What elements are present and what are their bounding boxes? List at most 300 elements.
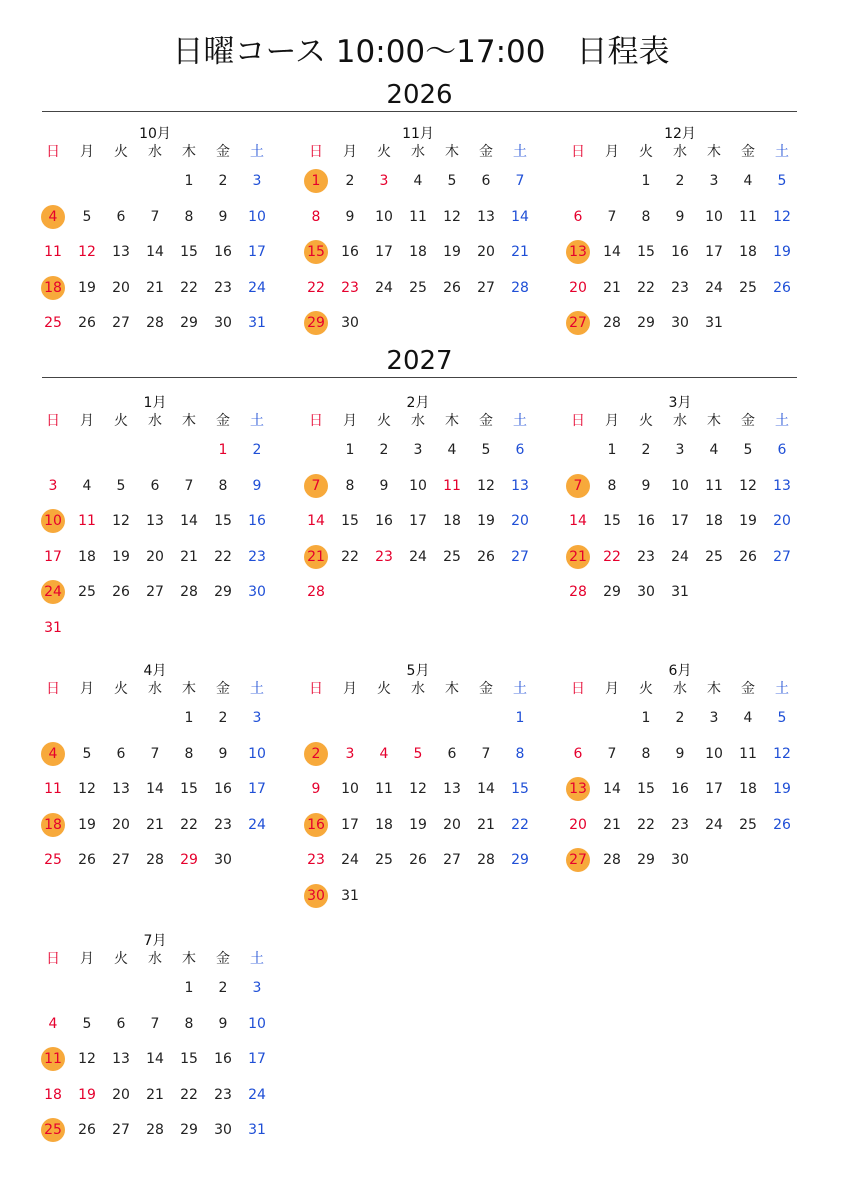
calendar-day: 5	[413, 745, 423, 762]
calendar-day: 21	[477, 816, 495, 833]
course-day: 18	[36, 276, 70, 300]
calendar-day: 17	[44, 548, 62, 565]
calendar-day: 24	[248, 1086, 266, 1103]
calendar-day: 17	[341, 816, 359, 833]
calendar-day: 12	[78, 244, 96, 260]
calendar-day: 14	[307, 513, 325, 529]
course-day: 15	[299, 240, 333, 264]
calendar-day: 13	[112, 1051, 130, 1067]
calendar-day: 18	[78, 548, 96, 565]
weekday-header: 月	[80, 413, 94, 429]
calendar-day: 14	[511, 208, 529, 225]
calendar-day: 12	[477, 477, 495, 494]
calendar-day: 28	[307, 584, 325, 600]
calendar-day: 18	[44, 1086, 62, 1103]
course-day: 21	[561, 545, 595, 569]
weekday-header: 火	[114, 413, 128, 429]
calendar-day: 1	[641, 173, 651, 189]
calendar-day: 15	[341, 513, 359, 529]
calendar-day: 2	[641, 442, 651, 458]
calendar-day: 11	[44, 244, 62, 260]
calendar-day: 10	[341, 781, 359, 797]
calendar-day: 19	[739, 513, 757, 529]
calendar-day: 1	[218, 442, 228, 458]
weekday-header: 月	[80, 681, 94, 697]
weekday-header: 土	[775, 681, 789, 697]
calendar-day: 29	[511, 852, 529, 868]
calendar-day: 15	[214, 513, 232, 529]
course-day: 27	[561, 848, 595, 872]
calendar-day: 28	[180, 584, 198, 600]
calendar-day: 6	[515, 442, 525, 458]
weekday-header: 火	[114, 144, 128, 160]
calendar-day: 8	[607, 477, 617, 494]
calendar-day: 4	[709, 442, 719, 458]
calendar-day: 31	[705, 315, 723, 331]
weekday-header: 金	[741, 144, 755, 160]
calendar-day: 7	[481, 745, 491, 762]
calendar-day: 7	[515, 173, 525, 189]
calendar-day: 13	[112, 244, 130, 260]
weekday-header: 月	[80, 951, 94, 967]
calendar-day: 25	[739, 816, 757, 833]
weekday-header: 土	[250, 413, 264, 429]
weekday-header: 水	[148, 144, 162, 160]
calendar-day: 31	[248, 1122, 266, 1138]
calendar-day: 13	[773, 477, 791, 494]
weekday-header: 水	[673, 681, 687, 697]
weekday-header: 木	[182, 951, 196, 967]
weekday-header: 日	[309, 413, 323, 429]
calendar-day: 24	[705, 279, 723, 296]
calendar-day: 31	[341, 887, 359, 904]
course-day: 30	[299, 884, 333, 908]
calendar-day: 11	[705, 477, 723, 494]
calendar-day: 13	[112, 781, 130, 797]
weekday-header: 水	[148, 413, 162, 429]
calendar-day: 24	[248, 816, 266, 833]
weekday-header: 土	[250, 681, 264, 697]
calendar-day: 20	[112, 279, 130, 296]
calendar-day: 3	[252, 980, 262, 996]
calendar-day: 20	[112, 816, 130, 833]
calendar-day: 11	[375, 781, 393, 797]
calendar-day: 15	[511, 781, 529, 797]
calendar-day: 9	[252, 477, 262, 494]
course-day: 25	[36, 1118, 70, 1142]
weekday-header: 金	[741, 413, 755, 429]
calendar-day: 30	[671, 315, 689, 331]
calendar-day: 25	[44, 852, 62, 868]
year-heading: 2026	[42, 80, 797, 112]
calendar-day: 23	[637, 548, 655, 565]
weekday-header: 火	[639, 681, 653, 697]
calendar-day: 17	[705, 781, 723, 797]
calendar-day: 6	[116, 208, 126, 225]
weekday-header: 火	[377, 144, 391, 160]
calendar-day: 26	[409, 852, 427, 868]
calendar-day: 21	[511, 244, 529, 260]
calendar-day: 23	[341, 279, 359, 296]
calendar-day: 29	[603, 584, 621, 600]
calendar-day: 10	[705, 208, 723, 225]
calendar-day: 9	[379, 477, 389, 494]
calendar-day: 11	[409, 208, 427, 225]
weekday-header: 土	[513, 144, 527, 160]
calendar-day: 8	[184, 1015, 194, 1032]
calendar-day: 24	[341, 852, 359, 868]
calendar-day: 20	[443, 816, 461, 833]
calendar-day: 9	[675, 208, 685, 225]
calendar-day: 22	[603, 548, 621, 565]
month-label: 3月	[668, 395, 692, 411]
calendar-day: 7	[607, 208, 617, 225]
calendar-day: 7	[150, 1015, 160, 1032]
calendar-day: 18	[739, 781, 757, 797]
weekday-header: 日	[46, 681, 60, 697]
calendar-day: 11	[78, 513, 96, 529]
calendar-day: 23	[214, 816, 232, 833]
calendar-day: 15	[180, 244, 198, 260]
weekday-header: 土	[513, 413, 527, 429]
year-heading: 2027	[42, 346, 797, 378]
calendar-day: 21	[146, 279, 164, 296]
weekday-header: 金	[216, 413, 230, 429]
calendar-day: 29	[180, 852, 198, 868]
calendar-day: 16	[341, 244, 359, 260]
calendar-day: 20	[569, 816, 587, 833]
calendar-day: 8	[184, 745, 194, 762]
calendar-day: 28	[146, 1122, 164, 1138]
calendar-day: 26	[78, 315, 96, 331]
calendar-day: 10	[705, 745, 723, 762]
calendar-day: 12	[78, 781, 96, 797]
weekday-header: 金	[216, 681, 230, 697]
calendar-day: 4	[447, 442, 457, 458]
calendar-day: 3	[345, 745, 355, 762]
course-day: 18	[36, 813, 70, 837]
calendar-day: 6	[447, 745, 457, 762]
calendar-day: 15	[603, 513, 621, 529]
month-label: 2月	[406, 395, 430, 411]
weekday-header: 金	[479, 144, 493, 160]
calendar-day: 26	[443, 279, 461, 296]
weekday-header: 土	[775, 413, 789, 429]
calendar-day: 17	[248, 781, 266, 797]
calendar-day: 1	[184, 710, 194, 726]
course-day: 4	[36, 205, 70, 229]
calendar-day: 26	[477, 548, 495, 565]
calendar-day: 29	[180, 315, 198, 331]
calendar-day: 26	[773, 279, 791, 296]
calendar-day: 30	[214, 852, 232, 868]
weekday-header: 土	[250, 951, 264, 967]
calendar-day: 28	[511, 279, 529, 296]
calendar-day: 2	[252, 442, 262, 458]
calendar-day: 16	[671, 244, 689, 260]
month-label: 12月	[664, 126, 696, 142]
weekday-header: 火	[114, 951, 128, 967]
calendar-day: 27	[112, 852, 130, 868]
month-label: 7月	[143, 933, 167, 949]
calendar-day: 7	[150, 745, 160, 762]
course-day: 21	[299, 545, 333, 569]
calendar-day: 12	[773, 745, 791, 762]
weekday-header: 土	[775, 144, 789, 160]
weekday-header: 木	[182, 144, 196, 160]
weekday-header: 火	[639, 413, 653, 429]
calendar-day: 2	[675, 173, 685, 189]
calendar-day: 19	[773, 781, 791, 797]
weekday-header: 木	[707, 681, 721, 697]
weekday-header: 木	[182, 681, 196, 697]
calendar-day: 27	[511, 548, 529, 565]
weekday-header: 日	[571, 681, 585, 697]
calendar-day: 14	[603, 781, 621, 797]
calendar-day: 26	[739, 548, 757, 565]
calendar-day: 25	[375, 852, 393, 868]
calendar-day: 25	[705, 548, 723, 565]
calendar-day: 18	[375, 816, 393, 833]
weekday-header: 日	[309, 144, 323, 160]
calendar-day: 27	[443, 852, 461, 868]
calendar-day: 12	[443, 208, 461, 225]
calendar-day: 17	[671, 513, 689, 529]
calendar-day: 2	[218, 173, 228, 189]
weekday-header: 月	[605, 413, 619, 429]
weekday-header: 水	[148, 951, 162, 967]
calendar-day: 28	[146, 852, 164, 868]
calendar-day: 3	[675, 442, 685, 458]
calendar-day: 8	[184, 208, 194, 225]
month-label: 5月	[406, 663, 430, 679]
calendar-day: 18	[409, 244, 427, 260]
weekday-header: 月	[343, 681, 357, 697]
weekday-header: 木	[707, 144, 721, 160]
calendar-day: 9	[675, 745, 685, 762]
calendar-day: 22	[511, 816, 529, 833]
calendar-day: 13	[477, 208, 495, 225]
calendar-day: 23	[375, 548, 393, 565]
calendar-day: 28	[477, 852, 495, 868]
weekday-header: 火	[639, 144, 653, 160]
calendar-day: 23	[214, 279, 232, 296]
calendar-day: 5	[116, 477, 126, 494]
month-label: 6月	[668, 663, 692, 679]
course-day: 2	[299, 742, 333, 766]
calendar-day: 2	[345, 173, 355, 189]
calendar-day: 3	[252, 173, 262, 189]
calendar-day: 24	[248, 279, 266, 296]
page-title: 日曜コース 10:00～17:00 日程表	[172, 34, 670, 70]
calendar-day: 2	[218, 980, 228, 996]
calendar-day: 14	[146, 1051, 164, 1067]
weekday-header: 日	[571, 413, 585, 429]
calendar-day: 30	[214, 315, 232, 331]
month-label: 4月	[143, 663, 167, 679]
calendar-day: 14	[569, 513, 587, 529]
calendar-day: 27	[112, 1122, 130, 1138]
weekday-header: 木	[445, 681, 459, 697]
calendar-day: 29	[180, 1122, 198, 1138]
course-day: 29	[299, 311, 333, 335]
weekday-header: 水	[411, 413, 425, 429]
calendar-day: 2	[379, 442, 389, 458]
calendar-day: 24	[375, 279, 393, 296]
calendar-day: 5	[447, 173, 457, 189]
calendar-day: 10	[248, 745, 266, 762]
calendar-day: 16	[214, 244, 232, 260]
calendar-day: 19	[773, 244, 791, 260]
calendar-day: 5	[481, 442, 491, 458]
calendar-day: 26	[773, 816, 791, 833]
calendar-day: 30	[248, 584, 266, 600]
calendar-day: 16	[375, 513, 393, 529]
weekday-header: 日	[46, 144, 60, 160]
calendar-day: 9	[218, 208, 228, 225]
calendar-day: 24	[705, 816, 723, 833]
weekday-header: 月	[80, 144, 94, 160]
course-day: 4	[36, 742, 70, 766]
course-day: 7	[561, 474, 595, 498]
calendar-day: 12	[773, 208, 791, 225]
calendar-day: 20	[477, 244, 495, 260]
course-day: 1	[299, 169, 333, 193]
course-day: 27	[561, 311, 595, 335]
calendar-day: 4	[379, 745, 389, 762]
weekday-header: 土	[250, 144, 264, 160]
weekday-header: 水	[411, 681, 425, 697]
weekday-header: 金	[479, 413, 493, 429]
calendar-day: 26	[78, 852, 96, 868]
calendar-day: 10	[375, 208, 393, 225]
calendar-day: 21	[603, 816, 621, 833]
calendar-day: 20	[511, 513, 529, 529]
calendar-day: 23	[307, 852, 325, 868]
calendar-day: 4	[82, 477, 92, 494]
course-day: 7	[299, 474, 333, 498]
calendar-day: 1	[184, 980, 194, 996]
calendar-day: 9	[641, 477, 651, 494]
weekday-header: 木	[707, 413, 721, 429]
calendar-day: 9	[345, 208, 355, 225]
course-day: 11	[36, 1047, 70, 1071]
calendar-day: 30	[637, 584, 655, 600]
calendar-day: 4	[413, 173, 423, 189]
calendar-day: 15	[637, 781, 655, 797]
calendar-day: 3	[379, 173, 389, 189]
calendar-day: 25	[44, 315, 62, 331]
calendar-day: 27	[773, 548, 791, 565]
calendar-day: 18	[739, 244, 757, 260]
calendar-day: 3	[413, 442, 423, 458]
calendar-day: 23	[214, 1086, 232, 1103]
calendar-day: 19	[78, 816, 96, 833]
calendar-day: 8	[345, 477, 355, 494]
calendar-day: 22	[341, 548, 359, 565]
calendar-day: 16	[637, 513, 655, 529]
calendar-day: 12	[112, 513, 130, 529]
calendar-day: 11	[443, 477, 461, 494]
calendar-day: 3	[252, 710, 262, 726]
calendar-day: 11	[44, 781, 62, 797]
weekday-header: 木	[445, 413, 459, 429]
calendar-day: 22	[307, 279, 325, 296]
calendar-day: 2	[218, 710, 228, 726]
weekday-header: 水	[411, 144, 425, 160]
calendar-day: 9	[218, 745, 228, 762]
calendar-day: 27	[112, 315, 130, 331]
weekday-header: 土	[513, 681, 527, 697]
calendar-day: 22	[637, 279, 655, 296]
calendar-day: 20	[146, 548, 164, 565]
calendar-day: 17	[375, 244, 393, 260]
calendar-day: 16	[214, 781, 232, 797]
calendar-day: 28	[603, 315, 621, 331]
calendar-day: 13	[146, 513, 164, 529]
weekday-header: 月	[605, 681, 619, 697]
calendar-day: 21	[603, 279, 621, 296]
calendar-day: 14	[603, 244, 621, 260]
calendar-day: 5	[777, 710, 787, 726]
calendar-day: 3	[709, 710, 719, 726]
calendar-day: 21	[180, 548, 198, 565]
calendar-day: 30	[671, 852, 689, 868]
course-day: 13	[561, 240, 595, 264]
calendar-day: 8	[641, 745, 651, 762]
weekday-header: 日	[46, 413, 60, 429]
calendar-day: 16	[671, 781, 689, 797]
month-label: 1月	[143, 395, 167, 411]
calendar-day: 28	[603, 852, 621, 868]
calendar-day: 12	[78, 1051, 96, 1067]
calendar-day: 1	[184, 173, 194, 189]
calendar-day: 2	[675, 710, 685, 726]
weekday-header: 火	[377, 681, 391, 697]
calendar-day: 21	[146, 1086, 164, 1103]
calendar-day: 17	[409, 513, 427, 529]
calendar-day: 23	[671, 816, 689, 833]
calendar-day: 6	[116, 745, 126, 762]
calendar-day: 24	[671, 548, 689, 565]
calendar-day: 11	[739, 745, 757, 762]
calendar-day: 17	[248, 1051, 266, 1067]
calendar-day: 1	[515, 710, 525, 726]
calendar-day: 28	[146, 315, 164, 331]
calendar-day: 10	[671, 477, 689, 494]
weekday-header: 日	[571, 144, 585, 160]
calendar-day: 23	[248, 548, 266, 565]
calendar-day: 11	[739, 208, 757, 225]
calendar-day: 7	[150, 208, 160, 225]
calendar-day: 1	[641, 710, 651, 726]
month-label: 11月	[402, 126, 434, 142]
weekday-header: 木	[182, 413, 196, 429]
calendar-day: 7	[184, 477, 194, 494]
calendar-day: 16	[214, 1051, 232, 1067]
calendar-day: 8	[641, 208, 651, 225]
calendar-day: 28	[569, 584, 587, 600]
calendar-day: 18	[443, 513, 461, 529]
calendar-day: 5	[743, 442, 753, 458]
weekday-header: 金	[479, 681, 493, 697]
weekday-header: 火	[114, 681, 128, 697]
calendar-day: 30	[214, 1122, 232, 1138]
calendar-day: 4	[743, 710, 753, 726]
course-day: 24	[36, 580, 70, 604]
weekday-header: 水	[673, 413, 687, 429]
calendar-day: 7	[607, 745, 617, 762]
